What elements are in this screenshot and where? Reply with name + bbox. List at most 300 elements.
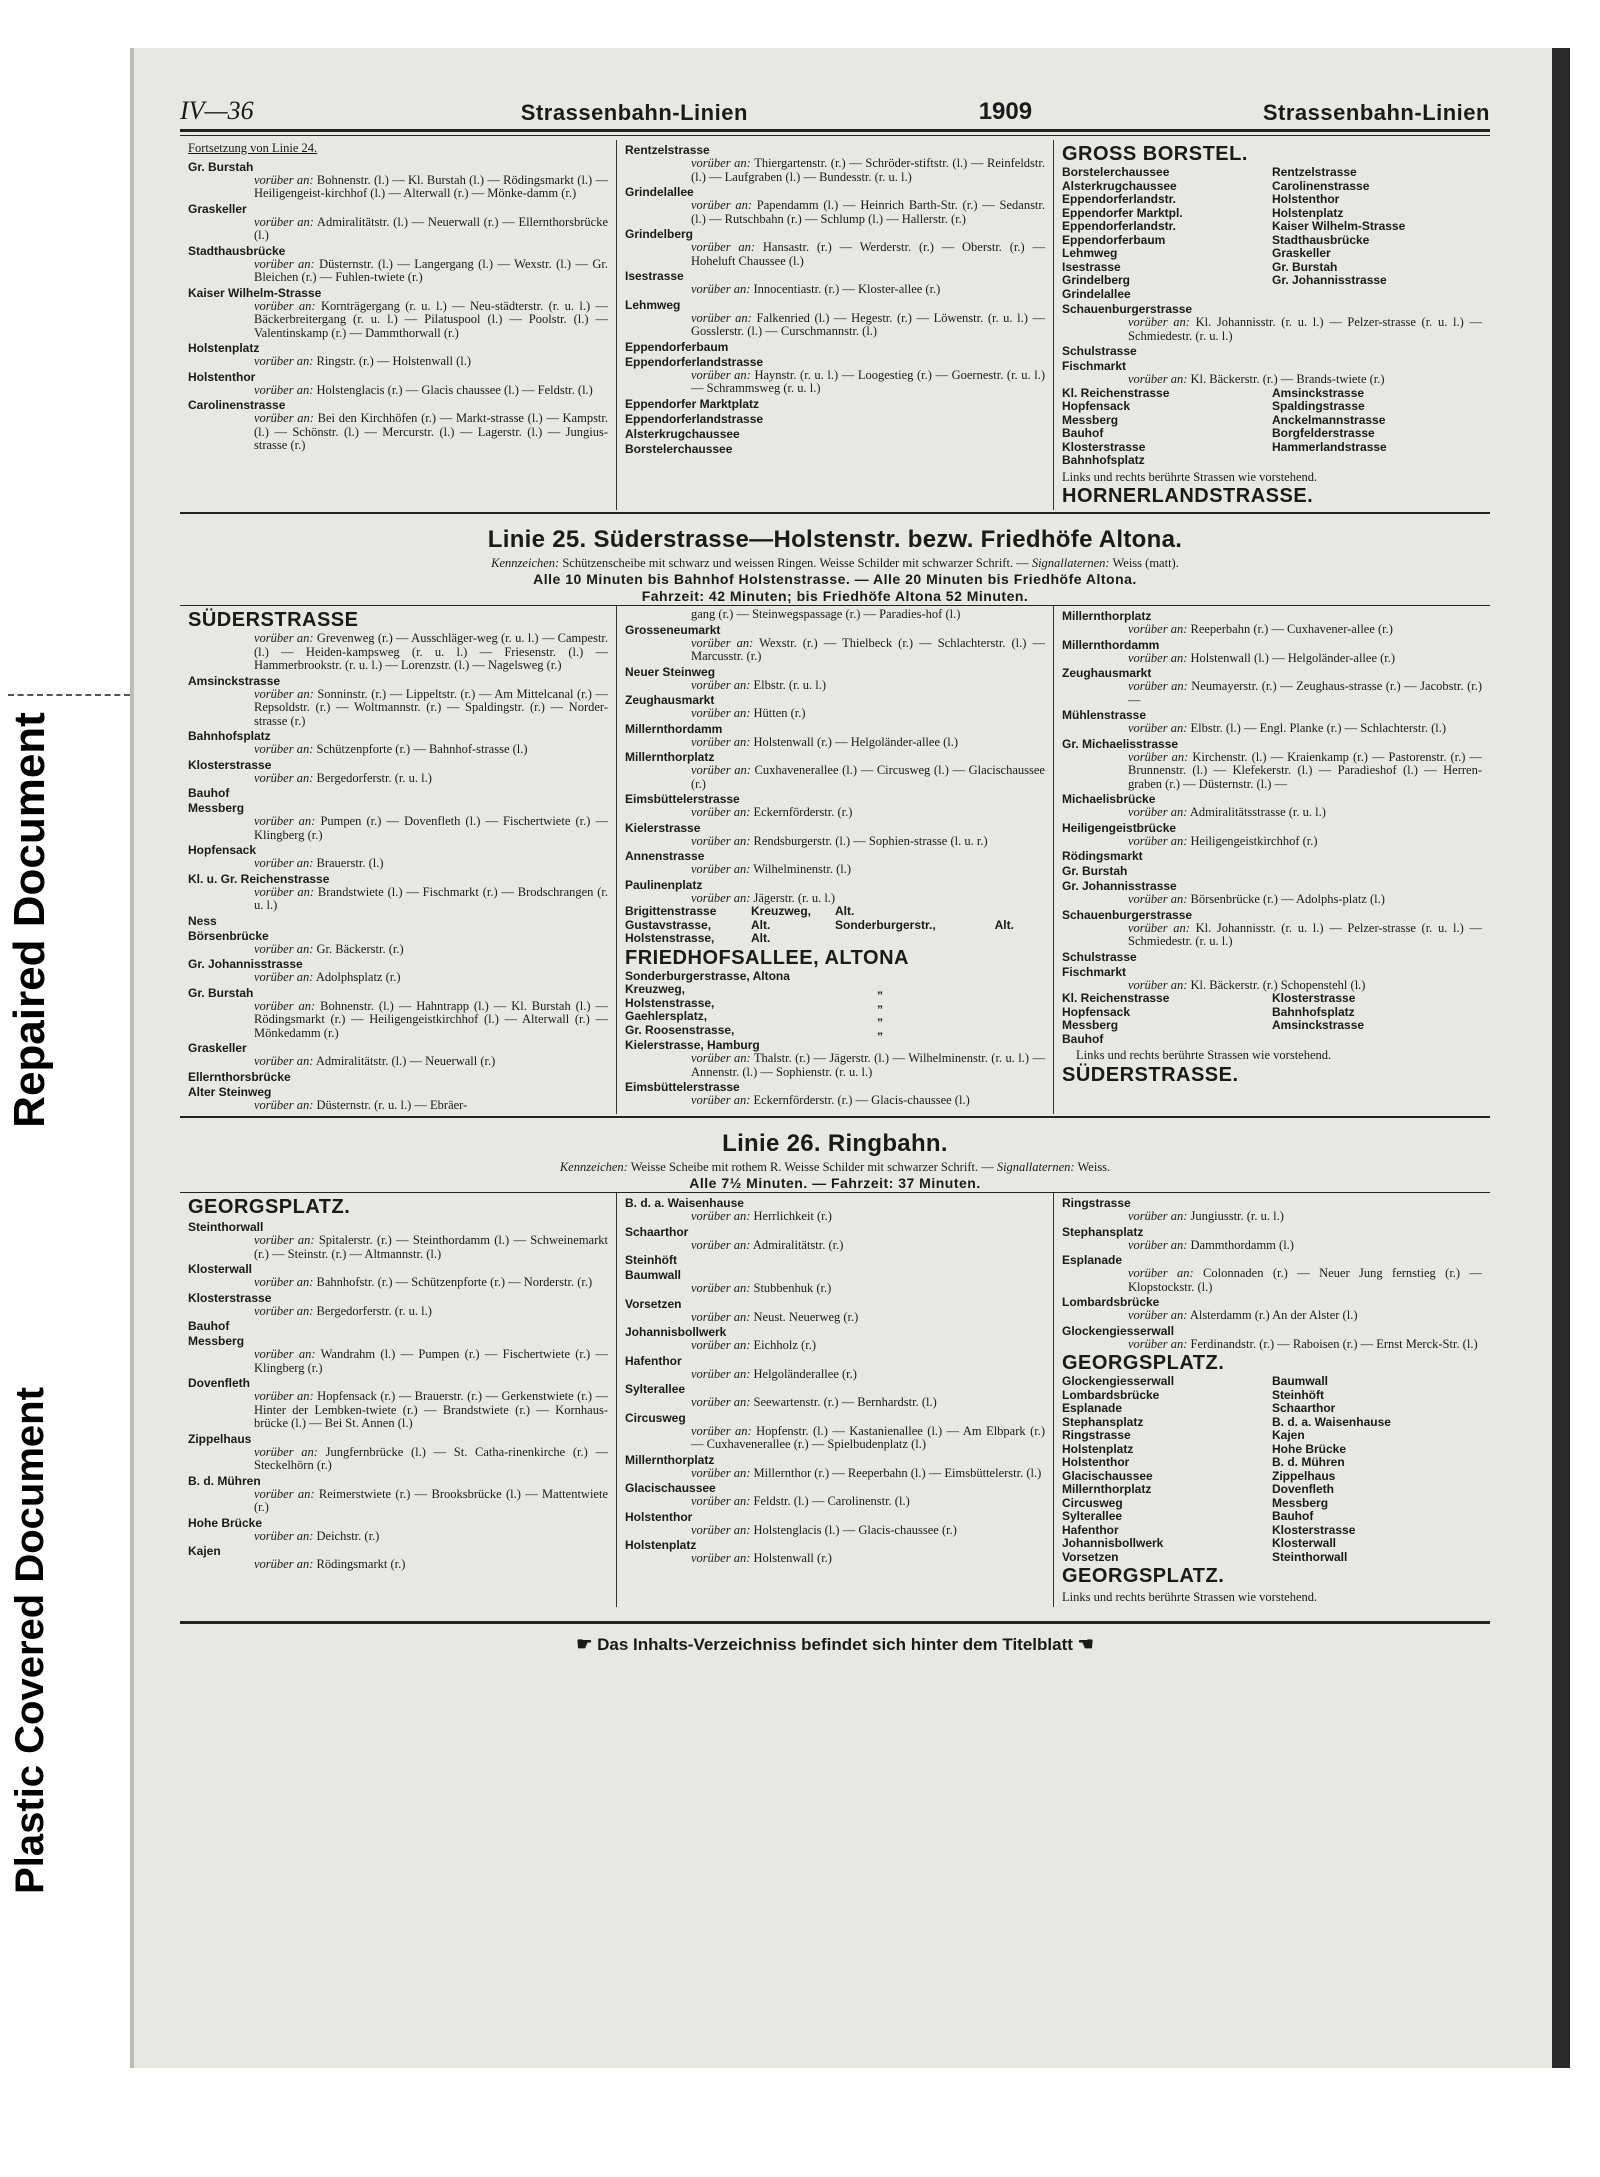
stop-list (625, 623, 1045, 906)
stop-name: Schaarthor (1272, 1401, 1336, 1415)
stop-via (625, 863, 1045, 877)
stop-pair-row (1062, 274, 1482, 288)
stop-name: Bahnhofsplatz (188, 729, 271, 743)
stop-name: Mühlenstrasse (1062, 708, 1147, 722)
stop-pair-row (1062, 1416, 1482, 1430)
stop-name: Schulstrasse (1062, 949, 1137, 964)
stop-via (1062, 1210, 1482, 1224)
terminus-title: GEORGSPLATZ. (188, 1196, 351, 1218)
stop-via (625, 283, 1045, 297)
stop-name: Bauhof (188, 786, 230, 800)
stop-name (835, 932, 995, 946)
kennzeichen-text: Schützenscheibe mit schwarz und weissen Ringen. Weisse Schilder mit schwarzer Schrift. — (562, 556, 1029, 570)
stop-name: Gr. Johannisstrasse (1272, 273, 1387, 287)
stop-name: Ness (188, 913, 217, 928)
stop-name: Hohe Brücke (1272, 1441, 1347, 1456)
stop-name: Baumwall (1272, 1374, 1329, 1388)
via-streets: Holstenwall (r.) (753, 1551, 832, 1565)
stop-name: Eppendorferbaum (1062, 232, 1166, 247)
via-streets: Admiralitätstr. (r.) (752, 1237, 844, 1252)
via-streets: Spitalerstr. (r.) — Steinthordamm (l.) — Schweinemarkt (r.) — Steinstr. (r.) — Altmannstr. (l.) (254, 1233, 608, 1261)
stop-name: Messberg (1062, 412, 1119, 427)
stop-name: Esplanade (1062, 1253, 1123, 1267)
stop-name: Amsinckstrasse (1272, 385, 1365, 400)
stop-pair-row (1062, 207, 1482, 221)
stop-name: Eppendorferlandstr. (1062, 192, 1177, 206)
stop-name: Sonderburgerstrasse, Altona (625, 968, 790, 983)
stop-name: Bauhof (1062, 1031, 1104, 1046)
tear-line (8, 694, 130, 696)
via-streets: Bohnenstr. (l.) — Kl. Burstah (l.) — Rödingsmarkt (l.) — Heiligengeist-kirchhof (l.) — Alterwall (r.) — Mönke-damm (r.) (254, 172, 609, 200)
stop-name: Bauhof (188, 1319, 230, 1333)
stop-via (188, 1099, 608, 1113)
stop-list (188, 1220, 608, 1572)
via-label: vorüber an: (1128, 721, 1188, 735)
terminal-list (625, 397, 1045, 456)
page-right-edge (1552, 48, 1570, 2068)
via-streets: Schützenpforte (r.) — Bahnhof-strasse (l.) (316, 742, 528, 756)
stop-name: Gaehlersplatz, (625, 1009, 708, 1023)
via-label: vorüber an: (691, 706, 751, 720)
via-streets: Jungfernbrücke (l.) — St. Catha-rinenkirche (r.) — Steckelhörn (r.) (254, 1444, 608, 1472)
via-streets: Neumayerstr. (r.) — Zeughaus-strasse (r.) — Jacobstr. (r.) — (1128, 679, 1482, 707)
linie26-kennzeichen (180, 1160, 1490, 1175)
l26-col-1 (180, 1193, 616, 1607)
stop-name: Millernthordamm (625, 721, 723, 736)
kennzeichen-label: Kennzeichen: (491, 556, 560, 570)
stop-via (1062, 373, 1482, 387)
stop-name: Eppendorferlandstrasse (625, 411, 764, 426)
stop-name: Dovenfleth (1272, 1482, 1335, 1496)
header-year: 1909 (978, 98, 1033, 125)
stop-name: B. d. a. Waisenhause (1272, 1414, 1391, 1429)
stop-pair-row (1062, 1429, 1482, 1443)
stop-via (188, 772, 608, 786)
via-label: vorüber an: (691, 734, 751, 749)
stop-via (625, 157, 1045, 184)
stop-name: Holstenstrasse, (625, 931, 715, 945)
via-label: vorüber an: (254, 941, 314, 956)
stop-name: Paulinenplatz (625, 877, 703, 892)
via-label: vorüber an: (254, 382, 314, 397)
stop-name: Hammerlandstrasse (1272, 439, 1387, 454)
via-label: vorüber an: (691, 805, 751, 819)
stop-name: Graskeller (188, 201, 247, 216)
via-label: vorüber an: (691, 763, 751, 777)
stop-pair-row (1062, 1470, 1482, 1484)
stop-name (1272, 1033, 1482, 1047)
stop-name: Baumwall (625, 1268, 682, 1282)
via-label: vorüber an: (691, 198, 753, 212)
via-streets: Kl. Johannisstr. (r. u. l.) — Pelzer-strasse (r. u. l.) — Schmiedestr. (r. u. l.) (1128, 315, 1482, 343)
stop-name: Gr. Johannisstrasse (1062, 879, 1177, 893)
stop-name: Holstenthor (1062, 1455, 1130, 1469)
via-label: vorüber an: (254, 1557, 314, 1571)
stop-name: Kl. Reichenstrasse (1062, 991, 1170, 1005)
stop-name: Gr. Burstah (188, 159, 254, 174)
stop-name: Millernthorplatz (1062, 609, 1152, 623)
via-streets: Helgoländerallee (r.) (753, 1366, 857, 1381)
stop-pair-row (1062, 1537, 1482, 1551)
via-label: vorüber an: (254, 354, 314, 368)
stop-name: Holstenthor (1272, 192, 1340, 206)
stop-via (625, 312, 1045, 339)
via-streets: Wilhelminenstr. (l.) (753, 862, 852, 876)
stop-pair-row (1062, 400, 1482, 414)
via-label: vorüber an: (691, 1395, 751, 1409)
via-label: vorüber an: (254, 1347, 316, 1361)
stop-name: Glockengiesserwall (1062, 1374, 1175, 1388)
via-streets: Colonnaden (r.) — Neuer Jung fernstieg (r.) — Klopstockstr. (l.) (1128, 1266, 1482, 1294)
stop-pairs (1062, 387, 1482, 468)
linie25-title: Linie 25. Süderstrasse—Holstenstr. bezw. Friedhöfe Altona. (487, 526, 1183, 553)
via-streets: Thiergartenstr. (r.) — Schröder-stiftstr. (l.) — Reinfeldstr. (l.) — Laufgraben (l.) — Bundesstr. (r. u. l.) (691, 156, 1045, 184)
stop-pair-row (1062, 1524, 1482, 1538)
via-streets: Dammthordamm (l.) (1190, 1237, 1294, 1252)
stop-name: Isestrasse (625, 269, 684, 283)
stop-list (625, 1038, 1045, 1108)
via-streets: Admiralitätstr. (l.) — Neuerwall (r.) (315, 1054, 496, 1068)
via-streets: Deichstr. (r.) (316, 1528, 380, 1543)
stop-row (625, 905, 1045, 919)
stop-name: Circusweg (1062, 1495, 1123, 1510)
stop-name (1272, 288, 1482, 302)
stop-name: Carolinenstrasse (188, 398, 286, 412)
via-label: vorüber an: (1128, 650, 1188, 665)
stop-name: Eppendorferlandstrasse (625, 354, 764, 369)
stop-name: Millernthorplatz (625, 1452, 715, 1467)
stop-name: Alter Steinweg (188, 1084, 272, 1099)
stop-name: Lombardsbrücke (1062, 1295, 1160, 1309)
stop-via (188, 632, 608, 673)
stop-name: Borstelerchaussee (625, 441, 733, 456)
stop-name: Johannisbollwerk (625, 1325, 727, 1339)
stop-name: Schauenburgerstrasse (1062, 907, 1193, 922)
stop-via (188, 174, 608, 201)
stop-list (1062, 302, 1482, 387)
stop-name: Holstenthor (625, 1509, 693, 1524)
stop-name: Schaarthor (625, 1224, 689, 1239)
stop-name: Millernthordamm (1062, 637, 1160, 652)
via-streets: Wexstr. (r.) — Thielbeck (r.) — Schlachterstr. (l.) — Marcusstr. (r.) (691, 635, 1045, 663)
stop-via (188, 943, 608, 957)
stop-name: Rödingsmarkt (1062, 849, 1143, 863)
terminus-end: SÜDERSTRASSE. (1062, 1063, 1239, 1086)
stop-name: Zippelhaus (1272, 1468, 1336, 1483)
via-label: vorüber an: (254, 1233, 315, 1247)
via-streets: Eckernförderstr. (r.) (753, 805, 853, 819)
stop-via (625, 736, 1045, 750)
via-streets: Admiralitätstr. (l.) — Neuerwall (r.) — Ellernthorsbrücke (l.) (254, 214, 609, 242)
plastic-covered-document-label: Plastic Covered Document (7, 1386, 52, 1894)
stop-pair-row (1062, 288, 1482, 302)
via-streets: Neust. Neuerweg (r.) (753, 1309, 859, 1324)
stop-pairs (1062, 1375, 1482, 1564)
via-label: vorüber an: (254, 742, 314, 756)
stop-name: B. d. a. Waisenhause (625, 1196, 744, 1210)
via-label: vorüber an: (691, 1423, 752, 1438)
stop-via (625, 199, 1045, 226)
via-streets: Bergedorferstr. (r. u. l.) (316, 770, 432, 785)
stop-name: Kielerstrasse (625, 820, 701, 835)
stop-name: Lombardsbrücke (1062, 1387, 1160, 1402)
running-header (180, 88, 1490, 132)
stop-list (625, 143, 1045, 396)
via-streets: Hopfenstr. (l.) — Kastanienallee (l.) — Am Elbpark (r.) — Cuxhavenerallee (r.) — Spielbudenplatz (l.) (691, 1423, 1045, 1451)
via-streets: Alsterdamm (r.) An der Alster (l.) (1189, 1308, 1358, 1322)
stop-pair-row (1062, 220, 1482, 234)
via-streets: Eichholz (r.) (753, 1338, 816, 1352)
stop-name: Eppendorferlandstr. (1062, 219, 1177, 233)
linie25-fahrzeit: Fahrzeit: 42 Minuten; bis Friedhöfe Altona 52 Minuten. (641, 588, 1029, 604)
terminus-end: GEORGSPLATZ. (1062, 1565, 1225, 1587)
stop-via (188, 412, 608, 453)
stop-name: Börsenbrücke (188, 928, 269, 943)
via-label: vorüber an: (691, 1237, 751, 1252)
stop-via (625, 1467, 1045, 1481)
stop-name: Eppendorfer Marktplatz (625, 396, 760, 411)
stop-via (1062, 1267, 1482, 1294)
via-label: vorüber an: (254, 1097, 314, 1112)
stop-name: Zeughausmarkt (625, 693, 715, 707)
stop-name: Neuer Steinweg (625, 664, 716, 679)
via-streets: Innocentiastr. (r.) — Kloster-allee (r.) (753, 282, 941, 296)
via-streets: Holstenglacis (l.) — Glacis-chaussee (r.) (753, 1522, 957, 1537)
stop-via (188, 815, 608, 842)
stop-name: Kajen (1272, 1428, 1305, 1442)
stop-name: Lehmweg (1062, 246, 1118, 260)
via-label: vorüber an: (254, 1444, 318, 1459)
stop-name: Kaiser Wilhelm-Strasse (1272, 219, 1406, 233)
stop-name (1272, 454, 1482, 468)
stop-pair-row (1062, 1402, 1482, 1416)
via-label: vorüber an: (691, 1338, 751, 1352)
via-streets: Seewartenstr. (r.) — Bernhardstr. (l.) (753, 1395, 937, 1409)
via-label: vorüber an: (691, 677, 751, 692)
stop-name: Johannisbollwerk (1062, 1536, 1164, 1550)
via-streets: Holstenwall (l.) — Helgoländer-allee (r.) (1190, 650, 1396, 665)
stop-name: Stephansplatz (1062, 1414, 1144, 1429)
via-label: vorüber an: (254, 298, 316, 313)
via-label: vorüber an: (691, 282, 751, 296)
via-streets: Haynstr. (r. u. l.) — Loogestieg (r.) — Goernestr. (r. u. l.) — Schrammsweg (r. u. l.) (691, 367, 1045, 395)
stop-name: Steinthorwall (1272, 1549, 1348, 1564)
stop-name: Alsterkrugchaussee (1062, 178, 1177, 193)
via-streets: Reimerstwiete (r.) — Brooksbrücke (l.) — Mattentwiete (r.) (254, 1486, 608, 1514)
stop-pair-row (1062, 1006, 1482, 1020)
via-label: vorüber an: (691, 833, 751, 848)
scanned-page (130, 48, 1570, 2068)
via-label: vorüber an: (254, 686, 314, 701)
via-label: vorüber an: (1128, 833, 1188, 848)
via-label: vorüber an: (691, 1465, 751, 1480)
page-content (180, 88, 1490, 1655)
stop-name: Schulstrasse (1062, 344, 1137, 358)
stop-name: Kreuzweg, (751, 904, 812, 918)
ditto-mark: „ (877, 1022, 883, 1037)
stop-pair-row (1062, 992, 1482, 1006)
stop-name: Alt. (994, 917, 1014, 932)
via-label: vorüber an: (1128, 920, 1190, 935)
stop-pair-row (1062, 234, 1482, 248)
via-streets: Gr. Bäckerstr. (r.) (316, 941, 404, 956)
stop-via (625, 835, 1045, 849)
stop-name: Bauhof (1062, 426, 1104, 440)
via-label: vorüber an: (1128, 1336, 1188, 1351)
l25-col-2 (616, 606, 1053, 1114)
via-label: vorüber an: (254, 172, 314, 187)
stop-name: Vorsetzen (1062, 1549, 1119, 1564)
top-col-1 (180, 140, 616, 510)
stop-name: Kl. u. Gr. Reichenstrasse (188, 871, 330, 886)
page-left-edge (130, 48, 134, 2068)
via-label: vorüber an: (1128, 892, 1188, 906)
stop-via (625, 892, 1045, 906)
via-streets: Falkenried (l.) — Hegestr. (r.) — Löwenstr. (r. u. l.) — Gosslerstr. (l.) — Curschmannstr. (l.) (691, 310, 1046, 338)
footer-text: Das Inhalts-Verzeichniss befindet sich hinter dem Titelblatt (597, 1634, 1073, 1654)
via-label: vorüber an: (1128, 679, 1188, 693)
stop-via (188, 1446, 608, 1473)
stop-name: Steinhöft (625, 1253, 677, 1267)
via-streets: Cuxhavenerallee (l.) — Circusweg (l.) — Glacischaussee (r.) (691, 763, 1045, 791)
stop-name: Eppendorferbaum (625, 339, 729, 354)
stop-list (188, 632, 608, 1112)
signal-text: Weiss. (1077, 1160, 1111, 1174)
stop-via (188, 216, 608, 243)
stop-name: Millernthorplatz (1062, 1482, 1152, 1496)
stop-name: Messberg (188, 1334, 245, 1348)
stop-via (188, 1530, 608, 1544)
via-streets: Kl. Bäckerstr. (r.) — Brands-twiete (r.) (1190, 372, 1385, 386)
stop-name: Glacischaussee (625, 1481, 716, 1495)
via-streets: Börsenbrücke (r.) — Adolphs-platz (l.) (1190, 892, 1385, 906)
stop-name: Bahnhofsplatz (1272, 1004, 1355, 1019)
via-streets: Hütten (r.) (753, 706, 806, 720)
stop-via (625, 707, 1045, 721)
stop-name: Fischmarkt (1062, 964, 1127, 979)
via-label: vorüber an: (254, 631, 314, 645)
stop-name: Glockengiesserwall (1062, 1323, 1175, 1338)
friedhof-title: FRIEDHOFSALLEE, ALTONA (625, 946, 909, 969)
via-label: vorüber an: (691, 862, 751, 876)
stop-via (1062, 680, 1482, 707)
stop-name: Alt. (835, 904, 855, 918)
via-label: vorüber an: (691, 1522, 751, 1537)
pointing-hand-left-icon: ☚ (1077, 1633, 1094, 1654)
stop-name: Michaelisbrücke (1062, 792, 1156, 806)
stop-pair-row (1062, 387, 1482, 401)
stop-name: Ellernthorsbrücke (188, 1069, 291, 1084)
stop-row (625, 932, 1045, 946)
return-note: Links und rechts berührte Strassen wie vorstehend. (1062, 1590, 1318, 1604)
l26-col-3 (1053, 1193, 1490, 1607)
stop-via (188, 743, 608, 757)
via-streets: Düsternstr. (l.) — Langergang (l.) — Wexstr. (l.) — Gr. Bleichen (r.) — Fuhlen-twiete (r.) (254, 256, 608, 284)
stop-list (1062, 1196, 1482, 1351)
stop-pair-row (1062, 1443, 1482, 1457)
stop-via (625, 1052, 1045, 1079)
via-streets: Elbstr. (l.) — Engl. Planke (r.) — Schlachterstr. (l.) (1190, 721, 1447, 735)
stop-via (625, 369, 1045, 396)
stop-via (625, 1524, 1045, 1538)
stop-name: B. d. Mühren (1272, 1455, 1345, 1469)
stop-via (188, 384, 608, 398)
continued-via: gang (r.) — Steinwegspassage (r.) — Paradies-hof (l.) (691, 607, 961, 621)
stop-name: Hafenthor (1062, 1522, 1119, 1537)
stop-pair-row (1062, 247, 1482, 261)
via-label: vorüber an: (691, 890, 751, 905)
stop-name: Bauhof (1272, 1509, 1314, 1523)
stop-name: Kreuzweg, (625, 982, 686, 996)
stop-name: Klosterstrasse (1062, 439, 1146, 454)
stop-pair-row (1062, 427, 1482, 441)
via-streets: Jägerstr. (r. u. l.) (753, 890, 836, 905)
stop-via (1062, 835, 1482, 849)
stop-name: Alt. (751, 917, 771, 932)
stop-row (625, 970, 1045, 984)
via-streets: Düsternstr. (r. u. l.) — Ebräer- (316, 1097, 468, 1112)
stop-name: Sylterallee (1062, 1509, 1123, 1523)
linie25-kennzeichen (180, 556, 1490, 571)
stop-pairs (1062, 166, 1482, 301)
via-label: vorüber an: (254, 770, 314, 785)
stop-name: Hohe Brücke (188, 1515, 263, 1530)
terminus-title: SÜDERSTRASSE (188, 609, 359, 631)
stop-row (625, 1024, 1045, 1038)
stop-via (1062, 1338, 1482, 1352)
via-label: vorüber an: (1128, 622, 1188, 636)
via-label: vorüber an: (691, 1281, 751, 1295)
stop-name: Amsinckstrasse (1272, 1018, 1365, 1032)
stop-via (625, 1311, 1045, 1325)
stop-row (625, 919, 1045, 933)
stop-via (188, 1348, 608, 1375)
stop-name: Brigittenstrasse (625, 904, 717, 918)
stop-via (188, 1055, 608, 1069)
stop-name: Kaiser Wilhelm-Strasse (188, 285, 322, 300)
stop-pair-row (1062, 1375, 1482, 1389)
stop-name: Steinhöft (1272, 1387, 1324, 1402)
stop-via (625, 1210, 1045, 1224)
stop-via (1062, 1239, 1482, 1253)
ditto-mark: „ (877, 995, 883, 1010)
l25-col-1 (180, 606, 616, 1114)
stop-via (188, 886, 608, 913)
stop-name: Gr. Burstah (188, 985, 254, 1000)
via-label: vorüber an: (254, 884, 315, 899)
stop-name: Gr. Roosenstrasse, (625, 1022, 735, 1037)
repaired-document-label: Repaired Document (5, 712, 55, 1128)
via-label: vorüber an: (691, 240, 756, 254)
via-streets: Holstenwall (r.) — Helgoländer-allee (l.) (753, 734, 959, 749)
stop-via (625, 806, 1045, 820)
ditto-mark: „ (877, 1009, 883, 1023)
via-streets: Heiligengeistkirchhof (r.) (1190, 833, 1318, 848)
via-streets: Bei den Kirchhöfen (r.) — Markt-strasse (l.) — Kampstr. (l.) — Schönstr. (l.) — Mercurstr. (l.) — Lagerstr. (l.) — Jungius-strasse (r.) (254, 411, 609, 452)
stop-name: Kajen (188, 1544, 221, 1558)
stop-name: Ringstrasse (1062, 1196, 1131, 1210)
via-streets: Kl. Bäckerstr. (r.) Schopenstehl (l.) (1190, 977, 1366, 992)
stop-pair-row (1062, 1019, 1482, 1033)
return-note: Links und rechts berührte Strassen wie vorstehend. (1062, 469, 1318, 484)
via-streets: Grevenweg (r.) — Ausschläger-weg (r. u. l.) — Campestr. (l.) — Heiden-kampsweg (r. u. l.) — Friesenstr. (l.) — Hammerbrookstr. (r. u. l.) — Lorenzstr. (l.) — Nagelsweg (r.) (254, 631, 609, 672)
via-label: vorüber an: (254, 1303, 314, 1318)
via-streets: Jungiusstr. (r. u. l.) (1190, 1209, 1284, 1223)
stop-via (188, 355, 608, 369)
stop-name: Hopfensack (1062, 399, 1131, 413)
via-label: vorüber an: (254, 814, 316, 828)
via-streets: Ferdinandstr. (r.) — Raboisen (r.) — Ernst Merck-Str. (l.) (1190, 1336, 1478, 1351)
